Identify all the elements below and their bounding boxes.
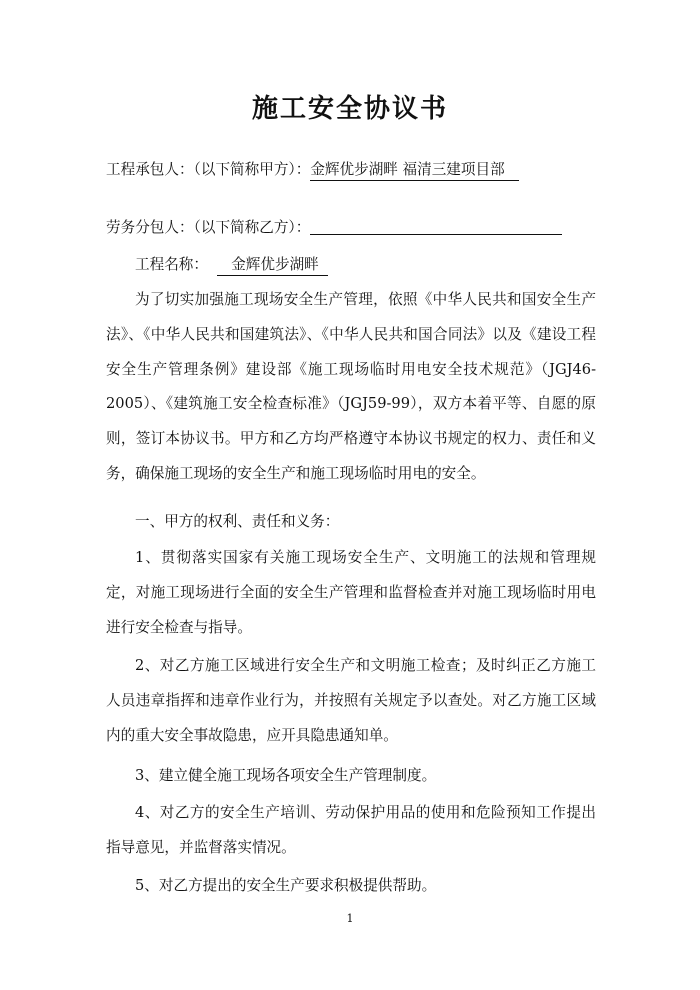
- subcontractor-line: [106, 218, 562, 238]
- project-label: 工程名称：: [135, 256, 208, 273]
- clause-4: 4、对乙方的安全生产培训、劳动保护用品的使用和危险预知工作提出指导意见，并监督落实情况。: [106, 804, 596, 856]
- section-heading: 一、甲方的权利、责任和义务：: [135, 513, 340, 530]
- contractor-value: 金辉优步湖畔 福清三建项目部: [310, 161, 518, 181]
- intro-paragraph: 为了切实加强施工现场安全生产管理，依照《中华人民共和国安全生产法》、《中华人民共和国建筑法》、《中华人民共和国合同法》以及《建设工程安全生产管理条例》建设部《施工现场临时用电安全技术规范》（JGJ46-2005）、《建筑施工安全检查标准》（JGJ59-99），双方本着平等、自愿的原则，签订本协议书。甲方和乙方均严格遵守本协议书规定的权力、责任和义务，确保施工现场的安全生产和施工现场临时用电的安全。: [106, 291, 596, 482]
- contractor-label: 工程承包人：（以下简称甲方）：: [106, 161, 311, 178]
- contractor-line: [106, 160, 519, 181]
- subcontractor-blank-line: [310, 218, 562, 235]
- project-value: 金辉优步湖畔: [217, 256, 328, 276]
- clause-2: 2、对乙方施工区域进行安全生产和文明施工检查；及时纠正乙方施工人员违章指挥和违章作业行为，并按照有关规定予以查处。对乙方施工区域内的重大安全事故隐患，应开具隐患通知单。: [106, 657, 596, 744]
- page-number: 1: [346, 912, 354, 925]
- clause-3: 3、建立健全施工现场各项安全生产管理制度。: [135, 767, 437, 784]
- clause-1: 1、贯彻落实国家有关施工现场安全生产、文明施工的法规和管理规定，对施工现场进行全面的安全生产管理和监督检查并对施工现场临时用电进行安全检查与指导。: [106, 549, 596, 636]
- project-line: [135, 255, 328, 276]
- clause-5: 5、对乙方提出的安全生产要求积极提供帮助。: [135, 877, 437, 894]
- document-title: 施工安全协议书: [251, 94, 448, 124]
- subcontractor-label: 劳务分包人：（以下简称乙方）：: [106, 219, 311, 236]
